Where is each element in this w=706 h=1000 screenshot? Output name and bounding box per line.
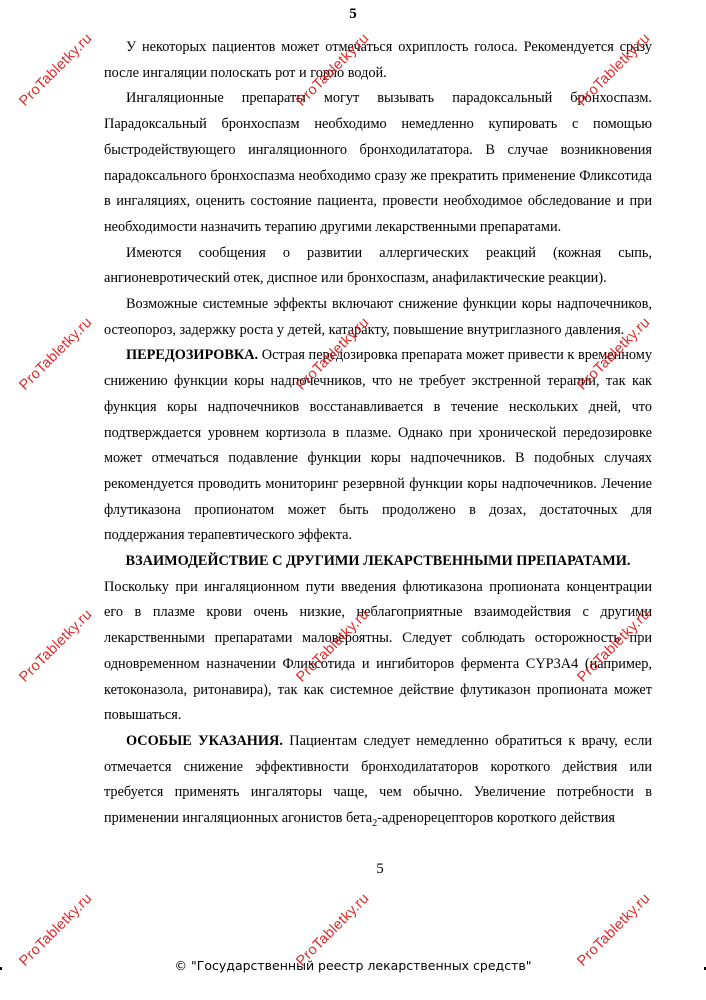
page-number-bottom: 5 (376, 861, 384, 877)
special-heading: ОСОБЫЕ УКАЗАНИЯ. (126, 732, 283, 749)
special-subscript: 2 (372, 817, 378, 829)
watermark-center-4: ProTabletky.ru (293, 890, 373, 970)
watermark-left-3: ProTabletky.ru (16, 606, 96, 686)
watermark-right-1: ProTabletky.ru (574, 30, 654, 110)
paragraph-hoarseness: У некоторых пациентов может отмечаться охриплость голоса. Рекомендуется сразу после ингаляции полоскать рот и горло водой. (104, 39, 652, 81)
watermark-left-1: ProTabletky.ru (16, 30, 96, 110)
interaction-heading: ВЗАИМОДЕЙСТВИЕ С ДРУГИМИ ЛЕКАРСТВЕННЫМИ ПРЕПАРАТАМИ. (125, 553, 631, 570)
watermark-left-4: ProTabletky.ru (16, 890, 96, 970)
overdose-heading: ПЕРЕДОЗИРОВКА. (126, 347, 259, 364)
watermark-right-3: ProTabletky.ru (574, 606, 654, 686)
watermark-right-4: ProTabletky.ru (574, 890, 654, 970)
paragraph-systemic-effects: Возможные системные эффекты включают снижение функции коры надпочечников, остеопороз, задержку роста у детей, катаракту, повышение внутриглазного давления. (104, 296, 652, 338)
watermark-left-2: ProTabletky.ru (16, 314, 96, 394)
footer-copyright: © "Государственный реестр лекарственных средств" (174, 958, 532, 973)
paragraph-allergic-reactions: Имеются сообщения о развитии аллергических реакций (кожная сыпь, ангионевротический отек, диспное или бронхоспазм, анафилактические реакции). (104, 244, 652, 287)
edge-mark-left (0, 967, 2, 970)
watermark-center-1: ProTabletky.ru (293, 30, 373, 110)
section-overdose (104, 343, 652, 549)
interaction-text: Поскольку при ингаляционном пути введения флютиказона пропионата концентрации его в плазме крови очень низкие, неблагоприятные взаимодействия с другими лекарственными препаратами маловероятны. Следует соблюдать осторожность при одновременном назначении Фликсотида и ингибиторов фермента CYP3A4 (например, кетоконазола, ритонавира), так как системное действие флутиказон пропионата может повышаться. (104, 578, 652, 724)
special-text-after: -адренорецепторов короткого действия (377, 810, 615, 827)
watermark-center-3: ProTabletky.ru (293, 606, 373, 686)
paragraph-bronchospasm: Ингаляционные препараты могут вызывать парадоксальный бронхоспазм. Парадоксальный бронхоспазм необходимо немедленно купировать с помощью быстродействующего ингаляционного бронходилататора. В случае возникновения парадоксального бронхоспазма необходимо сразу же прекратить применение Фликсотида в ингаляциях, оценить состояние пациента, провести необходимое обследование и при необходимости назначить терапию другими лекарственными препаратами. (104, 90, 652, 235)
watermark-center-2: ProTabletky.ru (293, 314, 373, 394)
page-number-top: 5 (349, 6, 357, 22)
special-text-before: Пациентам следует немедленно обратиться к врачу, если отмечается снижение эффективности бронходилататоров короткого действия или требуется применять ингаляторы чаще, чем обычно. Увеличение потребности в применении ингаляционных агонистов бета (104, 732, 653, 827)
watermark-right-2: ProTabletky.ru (574, 314, 654, 394)
overdose-text: Острая передозировка препарата может привести к временному снижению функции коры надпочечников, что не требует экстренной терапии, так как функция коры надпочечников восстанавливается в течение нескольких дней, что подтверждается уровнем кортизола в плазме. Однако при хронической передозировке может отмечаться подавление функции коры надпочечников. В подобных случаях рекомендуется проводить мониторинг резервной функции коры надпочечников. Лечение флутиказона пропионатом может быть продолжено в дозах, достаточных для поддержания терапевтического эффекта. (104, 347, 653, 544)
document-body (104, 35, 652, 832)
section-special-instructions (104, 729, 652, 832)
